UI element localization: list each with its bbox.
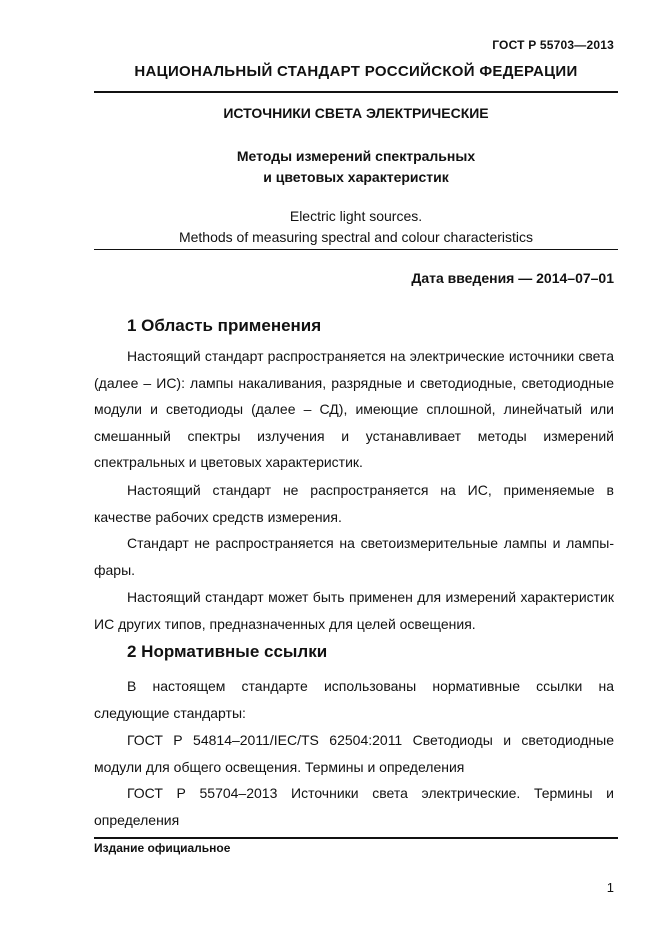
section-1-paragraph: Стандарт не распространяется на светоизмерительные лампы и лампы-фары.: [94, 535, 614, 578]
section-1-heading: 1 Область применения: [127, 316, 322, 335]
english-title-line-2: Methods of measuring spectral and colour characteristics: [178, 229, 534, 245]
section-2-heading: 2 Нормативные ссылки: [127, 642, 328, 661]
english-title: [94, 206, 618, 248]
subtitle-line-1: Методы измерений спектральных: [236, 148, 476, 164]
english-title-line-1: Electric light sources.: [289, 208, 423, 224]
section-1-paragraph: Настоящий стандарт распространяется на электрические источники света (далее – ИС): лампы накаливания, разрядные и светодиодные, светодиодные модули и светодиоды (далее – СД), имеющие сплошной, линейчатый или смешанный спектры излучения и устанавливает методы измерений спектральных и цветовых характеристик.: [94, 348, 614, 470]
page-number: 1: [606, 880, 614, 895]
header-divider: [94, 91, 618, 93]
standard-title: ИСТОЧНИКИ СВЕТА ЭЛЕКТРИЧЕСКИЕ: [223, 105, 489, 121]
section-1-paragraph: Настоящий стандарт может быть применен для измерений характеристик ИС других типов, предназначенных для целей освещения.: [94, 589, 614, 632]
normative-reference: ГОСТ Р 54814–2011/IEC/TS 62504:2011 Светодиоды и светодиодные модули для общего освещения. Термины и определения: [94, 732, 614, 775]
subtitle-line-2: и цветовых характеристик: [263, 169, 449, 185]
standard-subtitle: [94, 146, 618, 188]
footer-divider: [94, 837, 618, 839]
title-divider: [94, 249, 618, 250]
document-code: ГОСТ Р 55703—2013: [492, 38, 614, 52]
official-edition-label: Издание официальное: [94, 841, 231, 855]
section-1-paragraph: Настоящий стандарт не распространяется на ИС, применяемые в качестве рабочих средств измерения.: [94, 482, 614, 525]
normative-reference: ГОСТ Р 55704–2013 Источники света электрические. Термины и определения: [94, 785, 614, 828]
national-standard-title: НАЦИОНАЛЬНЫЙ СТАНДАРТ РОССИЙСКОЙ ФЕДЕРАЦИИ: [134, 63, 578, 80]
section-2-paragraph: В настоящем стандарте использованы нормативные ссылки на следующие стандарты:: [94, 678, 614, 721]
introduction-date: Дата введения — 2014–07–01: [411, 270, 614, 286]
